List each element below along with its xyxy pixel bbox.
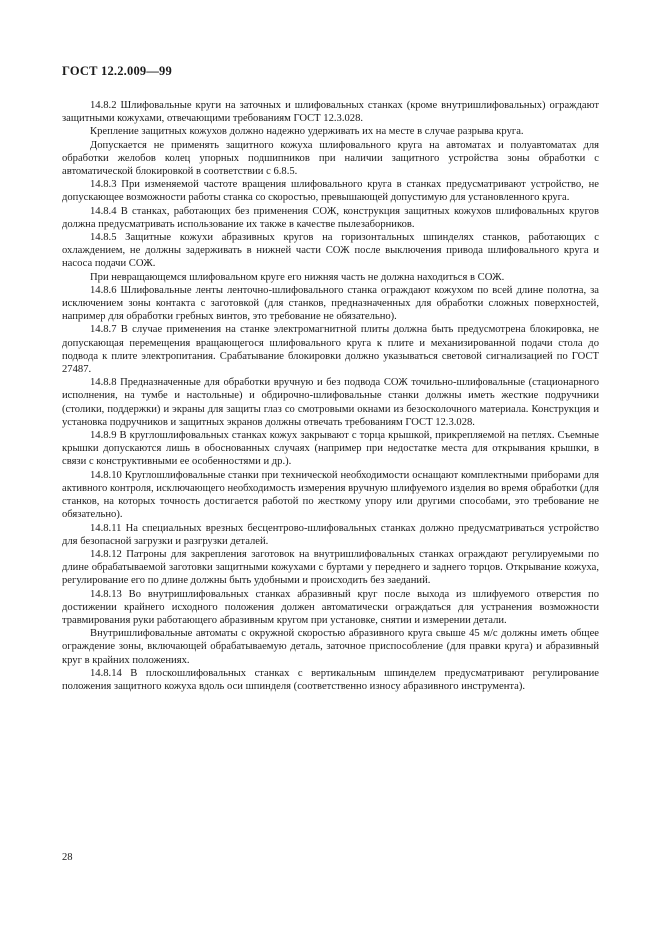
paragraph-14-8-7: 14.8.7 В случае применения на станке электромагнитной плиты должна быть предусмотрена блокировка, не допускающая перемещения вращающегося шлифовального круга к плите и механизированной подачи стола до подвода к плите электропитания. Срабатывание блокировки должно указываться световой сигнализацией по ГОСТ 27487. [62, 324, 599, 376]
paragraph-cover-mounting: Крепление защитных кожухов должно надежно удерживать их на месте в случае разрыва круга. [90, 126, 524, 138]
document-body [62, 99, 599, 693]
paragraph-14-8-13: 14.8.13 Во внутришлифовальных станках абразивный круг после выхода из шлифуемого отверстия по достижении крайнего исходного положения должен автоматически ограждаться для устранения возможности травмирования руки работающего абразивным кругом при установке, снятии и измерении детали. [62, 588, 599, 626]
paragraph-cover-exemption: Допускается не применять защитного кожуха шлифовального круга на автоматах и полуавтоматах для обработки желобов колец упорных подшипников при наличии защитного устройства зоны обработки с автоматической блокировкой в соответствии с 6.8.5. [62, 139, 599, 178]
paragraph-14-8-9: 14.8.9 В круглошлифовальных станках кожух закрывают с торца крышкой, прикрепляемой на петлях. Съемные крышки допускаются лишь в обоснованных случаях (например при недостатке места для открывания крышки, в связи с конструктивными ее особенностями и др.). [62, 430, 599, 468]
paragraph-14-8-4: 14.8.4 В станках, работающих без применения СОЖ, конструкция защитных кожухов шлифовальных кругов должна предусматривать использование их также в качестве пылезаборников. [62, 205, 599, 230]
paragraph-14-8-11: 14.8.11 На специальных врезных бесцентрово-шлифовальных станках должно предусматриваться устройство для безопасной загрузки и разгрузки деталей. [62, 522, 599, 547]
paragraph-internal-grinders: Внутришлифовальные автоматы с окружной скоростью абразивного круга свыше 45 м/с должны иметь общее ограждение зоны, включающей обрабатываемую деталь, заточное приспособление (для правки круга) и абразивный круг в крайних положениях. [62, 628, 599, 666]
page-number: 28 [62, 852, 73, 863]
paragraph-14-8-12: 14.8.12 Патроны для закрепления заготовок на внутришлифовальных станках ограждают регулируемыми по длине обрабатываемой заготовки защитными кожухами с буртами у переднего и заднего торцов. Открывание кожуха, регулирование его по длине должны быть удобными и происходить без заеданий. [62, 548, 599, 587]
paragraph-14-8-14: 14.8.14 В плоскошлифовальных станках с вертикальным шпинделем предусматривают регулирование положения защитного кожуха вдоль оси шпинделя (соответственно износу абразивного инструмента). [62, 667, 599, 692]
document-header: ГОСТ 12.2.009—99 [62, 64, 172, 78]
paragraph-14-8-8: 14.8.8 Предназначенные для обработки вручную и без подвода СОЖ точильно-шлифовальные (стационарного исполнения, на тумбе и настольные) и обдирочно-шлифовальные станки должны иметь жесткие подручники (столики, поддержки) и экраны для защиты глаз со смотровыми окнами из безосколочного материала. Конструкция и установка подручников и защитных экранов должны отвечать требованиям ГОСТ 12.3.028. [62, 377, 599, 428]
paragraph-non-rotating-wheel: При невращающемся шлифовальном круге его нижняя часть не должна находиться в СОЖ. [90, 271, 505, 283]
paragraph-14-8-6: 14.8.6 Шлифовальные ленты ленточно-шлифовального станка ограждают кожухом по всей длине полотна, за исключением зоны контакта с заготовкой (для станков, предназначенных для обработки сложных поверхностей, например для обработки гребных винтов, это требование не обязательно). [62, 284, 599, 323]
paragraph-14-8-10: 14.8.10 Круглошлифовальные станки при технической необходимости оснащают комплектными приборами для активного контроля, исключающего необходимость измерения вручную шлифуемого изделия во время обработки (для станков, на которых точность достигается работой по жесткому упору или другими способами, это требование не обязательно). [62, 469, 599, 521]
paragraph-14-8-5: 14.8.5 Защитные кожухи абразивных кругов на горизонтальных шпинделях станков, работающих с охлаждением, не должны задерживать в нижней части СОЖ после выключения привода шлифовального круга и насоса подачи СОЖ. [62, 232, 599, 270]
paragraph-14-8-3: 14.8.3 При изменяемой частоте вращения шлифовального круга в станках предусматривают устройство, не допускающее возможности работы станка со скоростью, превышающей допустимую для установленного круга. [62, 179, 599, 204]
paragraph-14-8-2: 14.8.2 Шлифовальные круги на заточных и шлифовальных станках (кроме внутришлифовальных) ограждают защитными кожухами, отвечающими требованиям ГОСТ 12.3.028. [62, 100, 599, 125]
